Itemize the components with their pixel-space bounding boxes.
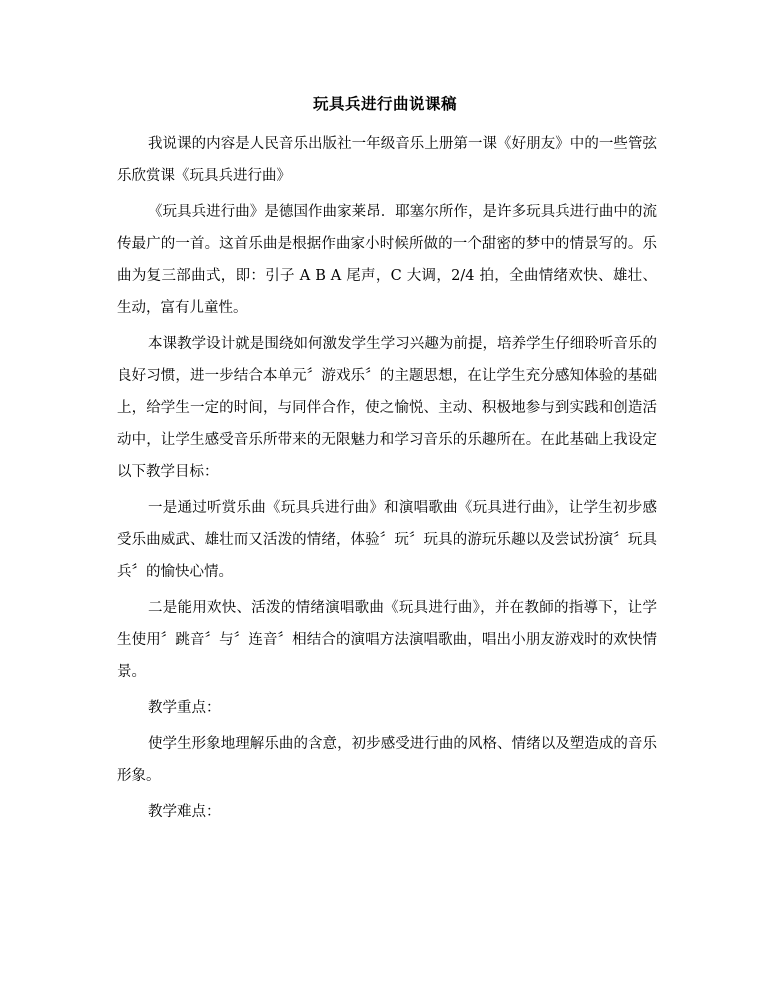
paragraph-goal-two: 二是能用欢快、活泼的情绪演唱歌曲《玩具进行曲》，并在教師的指導下，让学生使用〞跳音〞与〞连音〞相结合的演唱方法演唱歌曲，唱出小朋友游戏时的欢快情景。	[117, 600, 657, 680]
paragraph-key-points: 使学生形象地理解乐曲的含意，初步感受进行曲的风格、情绪以及塑造成的音乐形象。	[117, 736, 657, 784]
heading-difficulties: 教学难点：	[148, 804, 221, 820]
paragraph-intro: 我说课的内容是人民音乐出版社一年级音乐上册第一课《好朋友》中的一些管弦乐欣赏课《玩具兵进行曲》	[117, 136, 657, 184]
paragraph-design-approach: 本课教学设计就是围绕如何激发学生学习兴趣为前提，培养学生仔细聆听音乐的良好习惯，进一步结合本单元〞游戏乐〞的主题思想，在让学生充分感知体验的基础上，给学生一定的时间，与同伴合作，使之愉悦、主动、积极地参与到实践和创造活动中，让学生感受音乐所带来的无限魅力和学习音乐的乐趣所在。在此基础上我设定以下教学目标：	[117, 336, 657, 480]
page-title: 玩具兵进行曲说课稿	[312, 94, 457, 113]
document-body	[117, 128, 657, 828]
paragraph-piece-description: 《玩具兵进行曲》是德国作曲家莱昂．耶塞尔所作，是许多玩具兵进行曲中的流传最广的一首。这首乐曲是根据作曲家小时候所做的一个甜密的梦中的情景写的。乐曲为复三部曲式，即：引子 A B A 尾声，C 大调，2/4 拍，全曲情绪欢快、雄壮、生动，富有儿童性。	[117, 204, 657, 316]
heading-key-points: 教学重点：	[148, 700, 221, 716]
paragraph-goal-one: 一是通过听赏乐曲《玩具兵进行曲》和演唱歌曲《玩具进行曲》，让学生初步感受乐曲威武、雄壮而又活泼的情绪，体验〞玩〞玩具的游玩乐趣以及尝试扮演〞玩具兵〞的愉快心情。	[117, 500, 657, 580]
